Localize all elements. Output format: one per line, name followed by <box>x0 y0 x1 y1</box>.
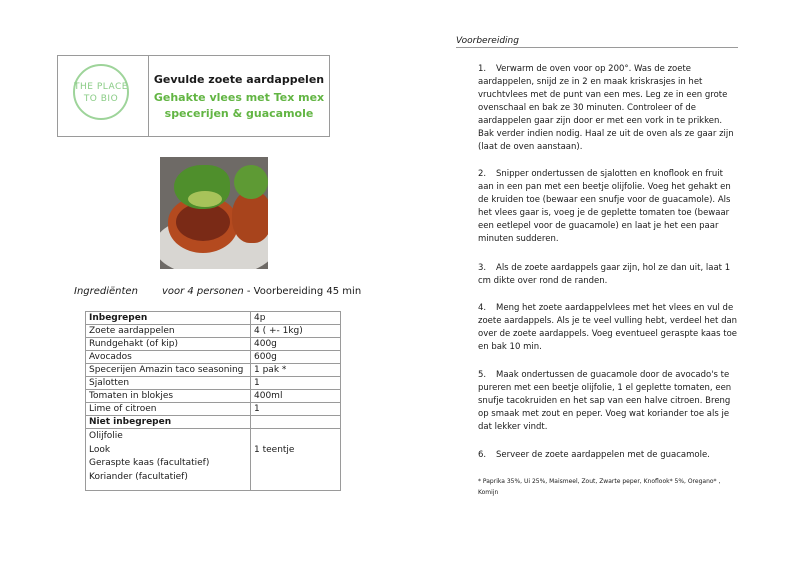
recipe-header <box>57 55 330 137</box>
not-included-item: Olijfolie <box>89 431 123 441</box>
step-number: 1. <box>478 64 487 74</box>
not-included-header: Niet inbegrepen <box>86 416 251 429</box>
step-text: Verwarm de oven voor op 200°. Was de zoete aardappelen, snijd ze in 2 en maak kriskrasjes in het vruchtvlees met de punt van een mes. Leg ze in een grote ovenschaal en bak ze 30 minuten. Controleer of de aardappelen gaar zijn door er met een vork in te prikken. Bak verder indien nodig. Haal ze uit de oven als ze gaar zijn (laat de oven aanstaan). <box>478 64 734 152</box>
ingredient-name: Zoete aardappelen <box>86 325 251 338</box>
ingredient-qty: 400ml <box>251 390 341 403</box>
table-row <box>86 390 341 403</box>
prep-step <box>478 168 740 246</box>
not-included-header-value <box>251 416 341 429</box>
ingredients-table <box>85 311 341 491</box>
step-text: Snipper ondertussen de sjalotten en knoflook en fruit aan in een pan met een beetje olijfolie. Voeg het gehakt en de kruiden toe (bewaar een snufje voor de guacamole). Als het vlees gaar is, voeg je de geplette tomaten toe (bewaar een eetlepel voor de guacamole) en laat je het een paar minuten sudderen. <box>478 169 731 244</box>
not-included-item: Geraspte kaas (facultatief) <box>89 458 210 468</box>
prep-step <box>478 63 740 154</box>
step-number: 2. <box>478 169 487 179</box>
ingredient-qty: 1 <box>251 377 341 390</box>
recipe-title: Gevulde zoete aardappelen <box>153 73 325 86</box>
table-row <box>86 377 341 390</box>
ingredients-label: Ingrediënten <box>74 286 138 297</box>
preparation-title: Voorbereiding <box>456 36 738 48</box>
guacamole <box>188 191 222 207</box>
table-row <box>86 403 341 416</box>
logo-text-line1: THE PLACE <box>74 82 128 92</box>
step-text: Serveer de zoete aardappelen met de guacamole. <box>496 450 710 460</box>
step-number: 5. <box>478 370 487 380</box>
not-included-qty-cell <box>251 429 341 491</box>
logo-text-line2: TO BIO <box>83 94 119 104</box>
prep-step <box>478 369 740 434</box>
ingredient-qty: 4 ( +- 1kg) <box>251 325 341 338</box>
not-included-item: Look <box>89 444 111 455</box>
ingredient-name: Avocados <box>86 351 251 364</box>
ingredient-qty: 1 pak * <box>251 364 341 377</box>
step-number: 4. <box>478 303 487 313</box>
prep-step <box>478 262 740 288</box>
logo-circle-icon <box>73 64 129 120</box>
step-number: 3. <box>478 263 487 273</box>
not-included-list <box>86 429 251 491</box>
step-text: Maak ondertussen de guacamole door de avocado's te pureren met een beetje olijfolie, 1 el geplette tomaten, een snufje tacokruiden en het sap van een halve citroen. Breng op smaak met zout en peper. Voeg wat koriander toe als je dat lekker vindt. <box>478 370 732 432</box>
table-row <box>86 338 341 351</box>
logo <box>58 56 149 136</box>
ingredient-name: Sjalotten <box>86 377 251 390</box>
ingredients-persons: voor 4 personen <box>161 286 244 297</box>
step-text: Als de zoete aardappels gaar zijn, hol ze dan uit, laat 1 cm dikte over rond de randen. <box>478 263 731 286</box>
title-cell <box>149 56 329 136</box>
table-row <box>86 325 341 338</box>
ingredient-name: Specerijen Amazin taco seasoning <box>86 364 251 377</box>
ingredients-prep-time: - Voorbereiding 45 min <box>243 286 362 297</box>
ingredient-name: Tomaten in blokjes <box>86 390 251 403</box>
prep-step <box>478 302 740 354</box>
table-row <box>86 364 341 377</box>
prep-step <box>478 449 740 462</box>
footnote: * Paprika 35%, Ui 25%, Maismeel, Zout, Zwarte peper, Knoflook* 5%, Oregano* , Komijn <box>478 478 721 496</box>
recipe-photo <box>160 157 268 269</box>
included-header-value: 4p <box>251 312 341 325</box>
recipe-subtitle: Gehakte vlees met Tex mex specerijen & guacamole <box>153 91 325 120</box>
ingredient-qty: 1 <box>251 403 341 416</box>
ingredients-heading <box>74 286 361 297</box>
table-row <box>86 429 341 491</box>
step-text: Meng het zoete aardappelvlees met het vlees en vul de zoete aardappels. Als je te veel vulling hebt, verdeel het dan over de zoete aardappels. Voeg eventueel geraspte kaas toe en bak 10 min. <box>478 303 738 352</box>
ingredient-qty: 400g <box>251 338 341 351</box>
table-row <box>86 416 341 429</box>
step-number: 6. <box>478 450 487 460</box>
table-row <box>86 351 341 364</box>
not-included-item: Koriander (facultatief) <box>89 471 188 482</box>
table-row <box>86 312 341 325</box>
ingredient-qty: 600g <box>251 351 341 364</box>
ingredient-name: Lime of citroen <box>86 403 251 416</box>
not-included-qty: 1 teentje <box>254 444 295 455</box>
coriander-topping-2 <box>234 165 268 199</box>
ingredient-name: Rundgehakt (of kip) <box>86 338 251 351</box>
included-header: Inbegrepen <box>86 312 251 325</box>
